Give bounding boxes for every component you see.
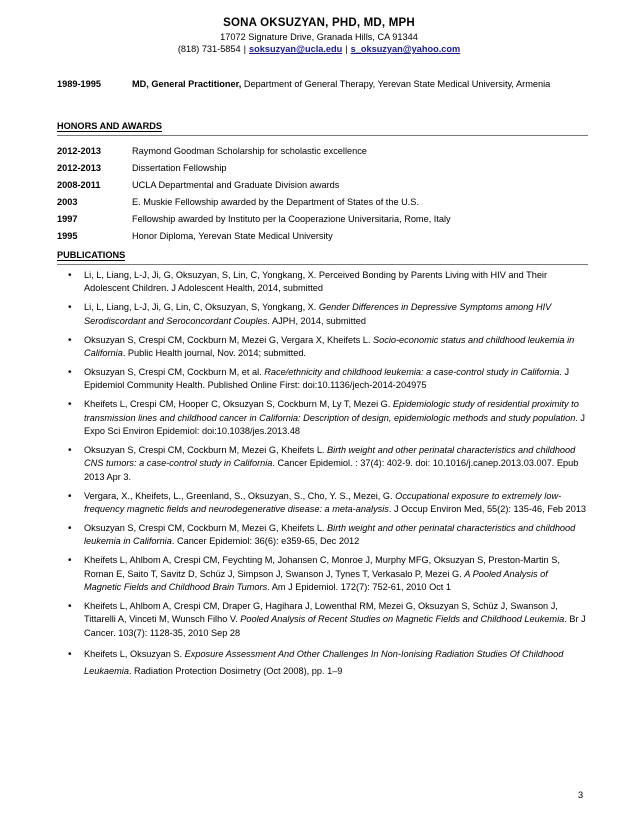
honor-row [57, 231, 587, 248]
contact-line [0, 44, 638, 54]
honor-row [57, 197, 587, 214]
separator: | [243, 44, 247, 54]
page-number: 3 [578, 790, 584, 800]
honor-year: 2012-2013 [57, 146, 101, 156]
publication-item: • Kheifets L, Ahlbom A, Crespi CM, Draper G, Hagihara J, Lowenthal RM, Mezei G, Oksuzyan S, Schüz J, Swanson J, Tittarelli A, Vinceti M, Wunsch Filho V. Pooled Analysis of Recent Studies on Magnetic Fields and Childhood Leukemia. Br J Cancer. 103(7): 1128-35, 2010 Sep 28 [57, 600, 587, 640]
email-link-yahoo[interactable]: s_oksuzyan@yahoo.com [350, 44, 461, 54]
honors-list [57, 146, 587, 248]
publication-item: • Oksuzyan S, Crespi CM, Cockburn M, et al. Race/ethnicity and childhood leukemia: a case-control study in California. J Epidemiol Community Health. Published Online First: doi:10.1136/jech-2014-204975 [57, 366, 587, 393]
honor-text: Dissertation Fellowship [132, 163, 227, 173]
honor-year: 2008-2011 [57, 180, 101, 190]
publication-item: • Oksuzyan S, Crespi CM, Cockburn M, Mezei G, Kheifets L. Birth weight and other perinatal characteristics and childhood leukemia in California. Cancer Epidemiol: 36(6): e359-65, Dec 2012 [57, 522, 587, 549]
author-address: 17072 Signature Drive, Granada Hills, CA 91344 [220, 32, 418, 42]
section-divider [57, 264, 588, 265]
author-name: SONA OKSUZYAN, PHD, MD, MPH [223, 17, 415, 29]
publication-item: • Li, L, Liang, L-J, Ji, G, Lin, C, Oksuzyan, S, Yongkang, X. Gender Differences in Depressive Symptoms among HIV Serodiscordant and Seroconcordant Couples. AJPH, 2014, submitted [57, 301, 587, 328]
honor-text: E. Muskie Fellowship awarded by the Department of States of the U.S. [132, 197, 419, 207]
honor-year: 2003 [57, 197, 78, 207]
publication-item: • Kheifets L, Ahlbom A, Crespi CM, Feychting M, Johansen C, Monroe J, Murphy MFG, Oksuzyan S, Preston-Martin S, Roman E, Saito T, Savitz D, Schüz J, Simpson J, Swanson J, Tynes T, Verkasalo P, Mezei G. A Pooled Analysis of Magnetic Fields and Childhood Brain Tumors. Am J Epidemiol. 172(7): 752-61, 2010 Oct 1 [57, 554, 587, 594]
education-degree: MD, General Practitioner, [132, 79, 242, 89]
honor-row [57, 163, 587, 180]
email-link-ucla[interactable]: soksuzyan@ucla.edu [249, 44, 343, 54]
publication-item: • Li, L, Liang, L-J, Ji, G, Oksuzyan, S, Lin, C, Yongkang, X. Perceived Bonding by Parents Living with HIV and Their Adolescent Children. J Adolescent Health, 2014, submitted [57, 269, 587, 296]
publication-item: • Vergara, X., Kheifets, L., Greenland, S., Oksuzyan, S., Cho, Y. S., Mezei, G. Occupational exposure to extremely low-frequency magnetic fields and neurodegenerative disease: a meta-analysis. J Occup Environ Med, 55(2): 135-46, Feb 2013 [57, 490, 587, 517]
section-divider [57, 135, 588, 136]
honor-row [57, 214, 587, 231]
publication-item: • Oksuzyan S, Crespi CM, Cockburn M, Mezei G, Kheifets L. Birth weight and other perinatal characteristics and childhood CNS tumors: a case-control study in California. Cancer Epidemiol. : 37(4): 402-9. doi: 10.1016/j.canep.2013.03.007. Epub 2013 Apr 3. [57, 444, 587, 484]
publications-section-title: PUBLICATIONS [57, 250, 126, 260]
honors-section-title: HONORS AND AWARDS [57, 121, 162, 131]
education-detail: Department of General Therapy, Yerevan State Medical University, Armenia [241, 79, 551, 89]
honor-text: Honor Diploma, Yerevan State Medical University [132, 231, 333, 241]
education-years: 1989-1995 [57, 79, 101, 89]
honor-year: 1995 [57, 231, 78, 241]
phone-number: (818) 731-5854 [177, 44, 241, 54]
honor-row [57, 146, 587, 163]
publications-list [57, 269, 587, 685]
publication-item: • Kheifets L, Oksuzyan S. Exposure Assessment And Other Challenges In Non-Ionising Radiation Studies Of Childhood Leukaemia. Radiation Protection Dosimetry (Oct 2008), pp. 1–9 [57, 646, 587, 680]
publication-item: • Kheifets L, Crespi CM, Hooper C, Oksuzyan S, Cockburn M, Ly T, Mezei G. Epidemiologic study of residential proximity to transmission lines and childhood cancer in California: Description of design, epidemiologic methods and study population. J Expo Sci Environ Epidemiol: doi:10.1038/jes.2013.48 [57, 398, 587, 438]
honor-year: 1997 [57, 214, 78, 224]
publication-item: • Oksuzyan S, Crespi CM, Cockburn M, Mezei G, Vergara X, Kheifets L. Socio-economic status and childhood leukemia in California. Public Health journal, Nov. 2014; submitted. [57, 334, 587, 361]
honor-text: Fellowship awarded by Instituto per la Cooperazione Universitaria, Rome, Italy [132, 214, 451, 224]
honor-text: Raymond Goodman Scholarship for scholastic excellence [132, 146, 367, 156]
education-text [132, 75, 592, 93]
honor-text: UCLA Departmental and Graduate Division awards [132, 180, 340, 190]
resume-header [0, 17, 638, 54]
separator: | [345, 44, 348, 54]
honor-year: 2012-2013 [57, 163, 101, 173]
honor-row [57, 180, 587, 197]
